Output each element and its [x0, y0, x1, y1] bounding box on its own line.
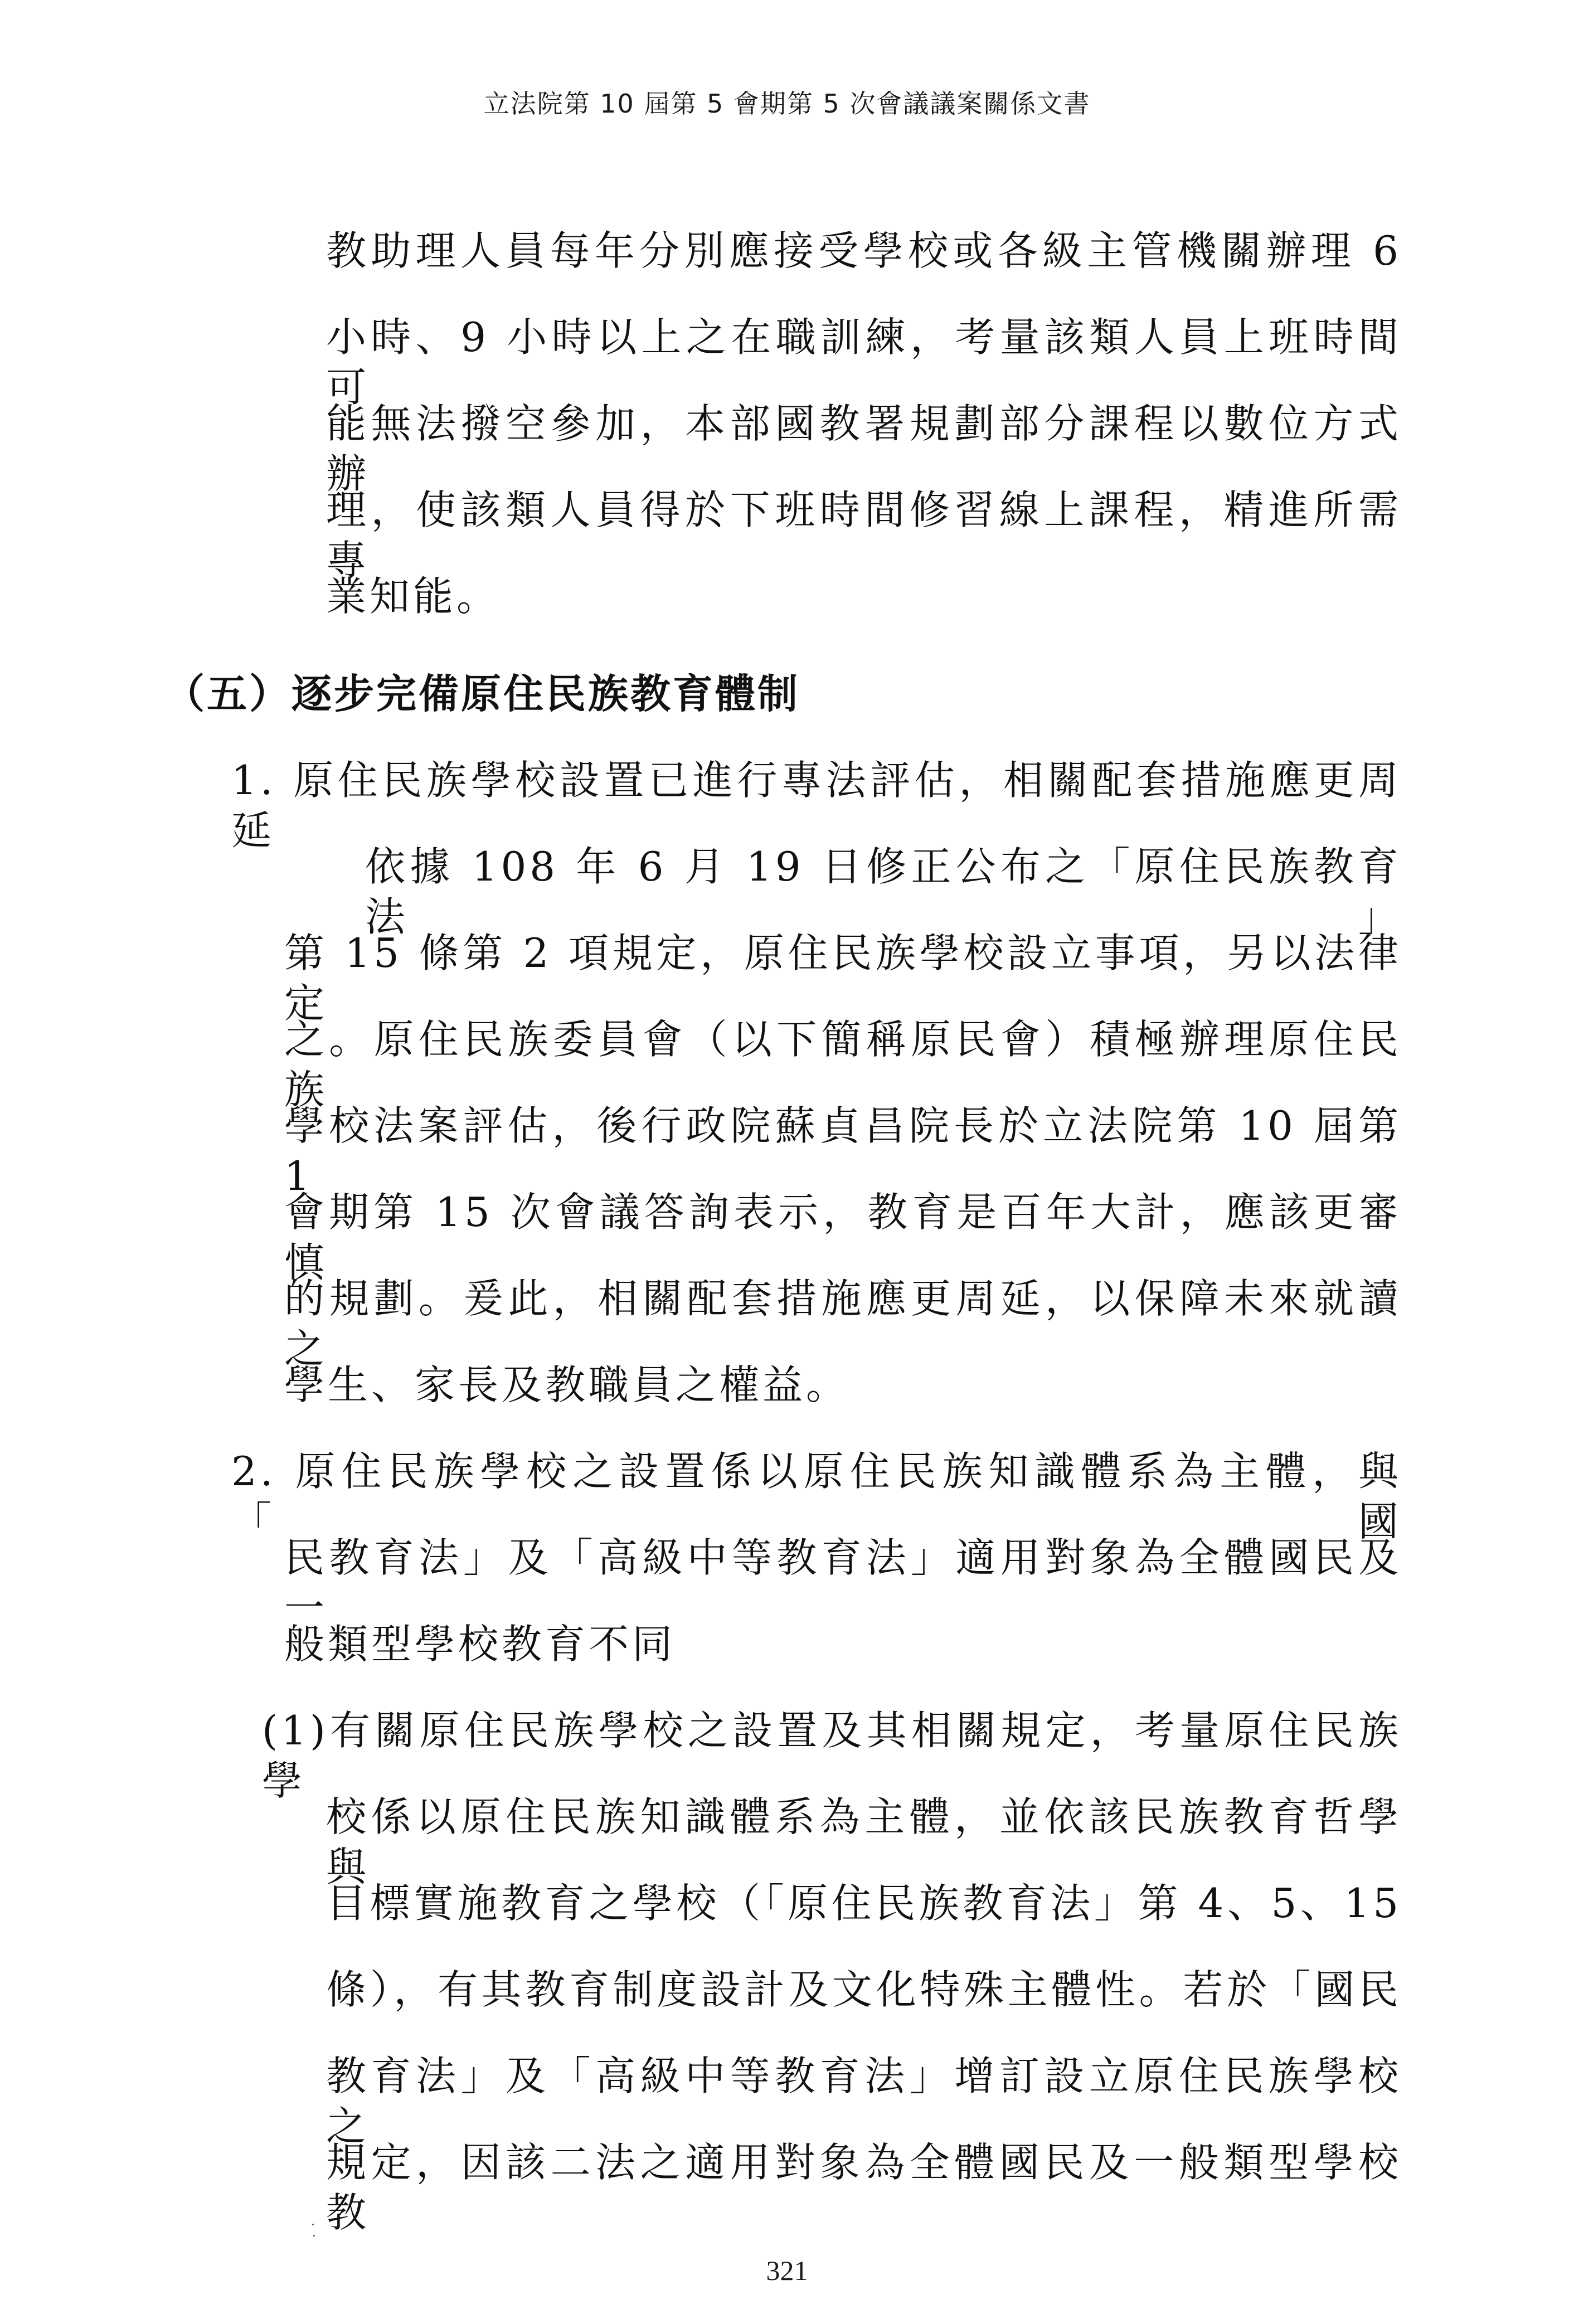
intro-line: 能無法撥空參加，本部國教署規劃部分課程以數位方式辦 [326, 400, 1402, 497]
item-1-body-line: 會期第 15 次會議答詢表示，教育是百年大計，應該更審慎 [284, 1189, 1402, 1286]
item-1-body-line: 學校法案評估，後行政院蘇貞昌院長於立法院第 10 屆第 1 [284, 1102, 1402, 1199]
intro-line: 小時、9 小時以上之在職訓練，考量該類人員上班時間可 [326, 314, 1402, 411]
item-1-body-line: 第 15 條第 2 項規定，原住民族學校設立事項，另以法律定 [284, 930, 1402, 1027]
document-header: 立法院第 10 屆第 5 會期第 5 次會議議案關係文書 [483, 89, 1091, 119]
item-1-body-line: 的規劃。爰此，相關配套措施應更周延，以保障未來就讀之 [284, 1275, 1402, 1372]
sub-item-1-line: 校係以原住民族知識體系為主體，並依該民族教育哲學與 [326, 1793, 1402, 1890]
intro-line: 教助理人員每年分別應接受學校或各級主管機關辦理 6 [326, 227, 1402, 274]
item-1-title: 1. 原住民族學校設置已進行專法評估，相關配套措施應更周延 [231, 757, 1402, 854]
sub-item-1-line: 教育法」及「高級中等教育法」增訂設立原住民族學校之 [326, 2053, 1402, 2150]
item-2-title: 般類型學校教育不同 [284, 1621, 676, 1667]
item-1-body-line: 學生、家長及教職員之權益。 [284, 1362, 850, 1408]
sub-item-1-line: (1)有關原住民族學校之設置及其相關規定，考量原住民族學 [262, 1707, 1402, 1804]
page-number: 321 [766, 2255, 808, 2286]
sub-item-1-line: 條），有其教育制度設計及文化特殊主體性。若於「國民 [326, 1966, 1402, 2013]
scan-speck [312, 2224, 314, 2225]
item-2-title: 2. 原住民族學校之設置係以原住民族知識體系為主體，與「國 [231, 1448, 1402, 1545]
sub-item-1-line: 目標實施教育之學校（「原住民族教育法」第 4、5、15 [326, 1880, 1402, 1927]
section-heading: （五）逐步完備原住民族教育體制 [164, 670, 800, 717]
item-1-body-line: 之。原住民族委員會（以下簡稱原民會）積極辦理原住民族 [284, 1016, 1402, 1113]
intro-line: 業知能。 [326, 573, 501, 620]
sub-item-1-line: 規定，因該二法之適用對象為全體國民及一般類型學校教 [326, 2139, 1402, 2236]
item-2-title: 民教育法」及「高級中等教育法」適用對象為全體國民及一 [284, 1534, 1402, 1631]
intro-line: 理，使該類人員得於下班時間修習線上課程，精進所需專 [326, 487, 1402, 584]
scan-speck [313, 2235, 315, 2237]
item-1-body-line: 依據 108 年 6 月 19 日修正公布之「原住民族教育法」 [365, 843, 1402, 940]
